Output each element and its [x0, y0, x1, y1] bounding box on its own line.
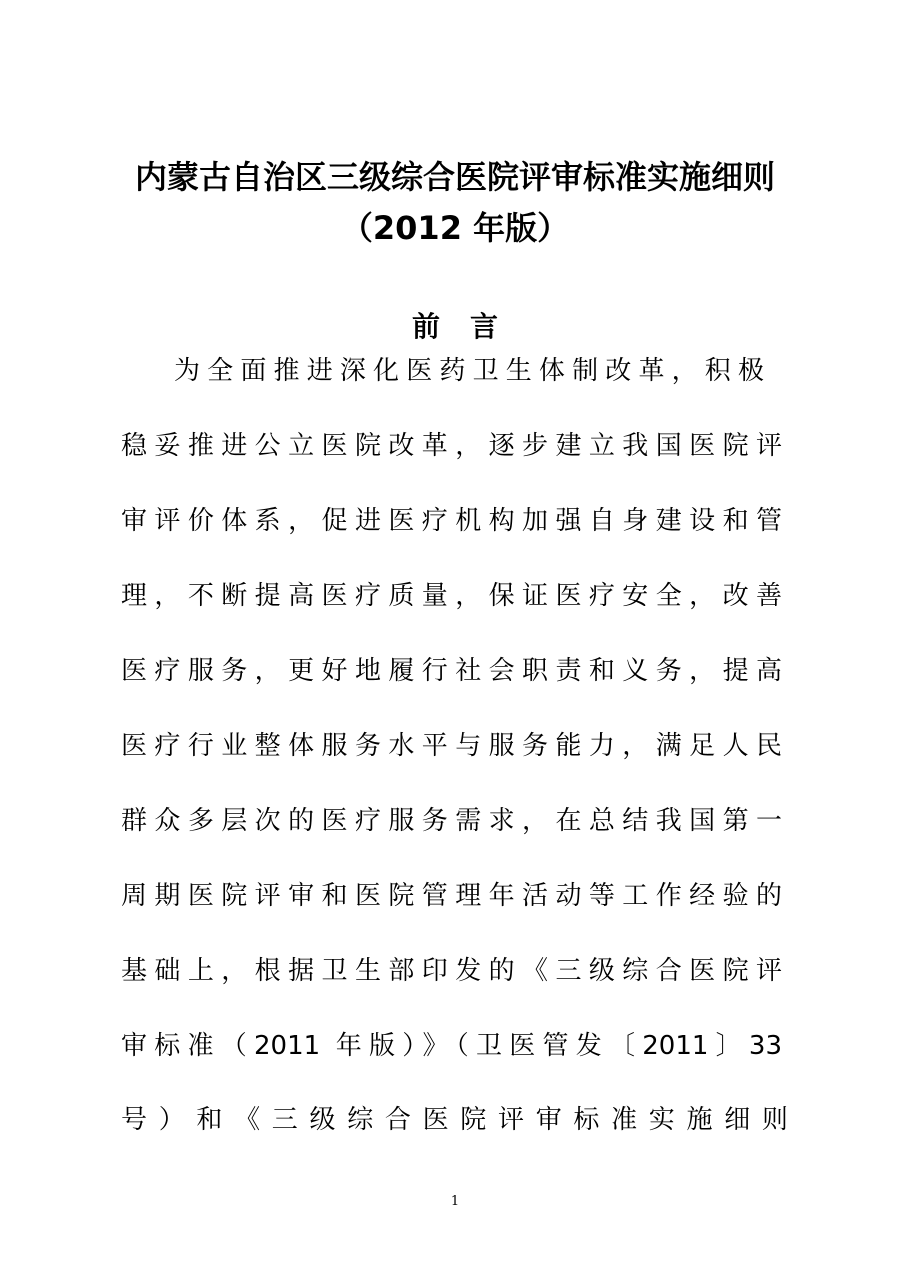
- section-heading: 前言: [411, 310, 528, 343]
- paragraph-line: 为全面推进深化医药卫生体制改革，积极: [174, 356, 764, 386]
- paragraph-line: 审评价体系，促进医疗机构加强自身建设和管: [121, 506, 782, 536]
- paragraph-line: 理，不断提高医疗质量，保证医疗安全，改善: [121, 581, 782, 611]
- document-edition: （2012 年版）: [340, 209, 570, 247]
- paragraph-line: 号）和《三级综合医院评审标准实施细则: [121, 1105, 800, 1135]
- paragraph-line: 医疗服务，更好地履行社会职责和义务，提高: [121, 656, 782, 686]
- page-number: 1: [450, 1194, 460, 1209]
- paragraph-line: 稳妥推进公立医院改革，逐步建立我国医院评: [121, 431, 782, 461]
- paragraph-line: 基础上，根据卫生部印发的《三级综合医院评: [121, 956, 782, 986]
- paragraph-line: 周期医院评审和医院管理年活动等工作经验的: [121, 881, 782, 911]
- document-title: 内蒙古自治区三级综合医院评审标准实施细则: [134, 158, 775, 196]
- paragraph-line: 审标准（2011 年版）》（卫医管发〔2011〕33: [121, 1031, 782, 1061]
- paragraph-line: 医疗行业整体服务水平与服务能力，满足人民: [121, 731, 782, 761]
- paragraph-line: 群众多层次的医疗服务需求，在总结我国第一: [121, 806, 782, 836]
